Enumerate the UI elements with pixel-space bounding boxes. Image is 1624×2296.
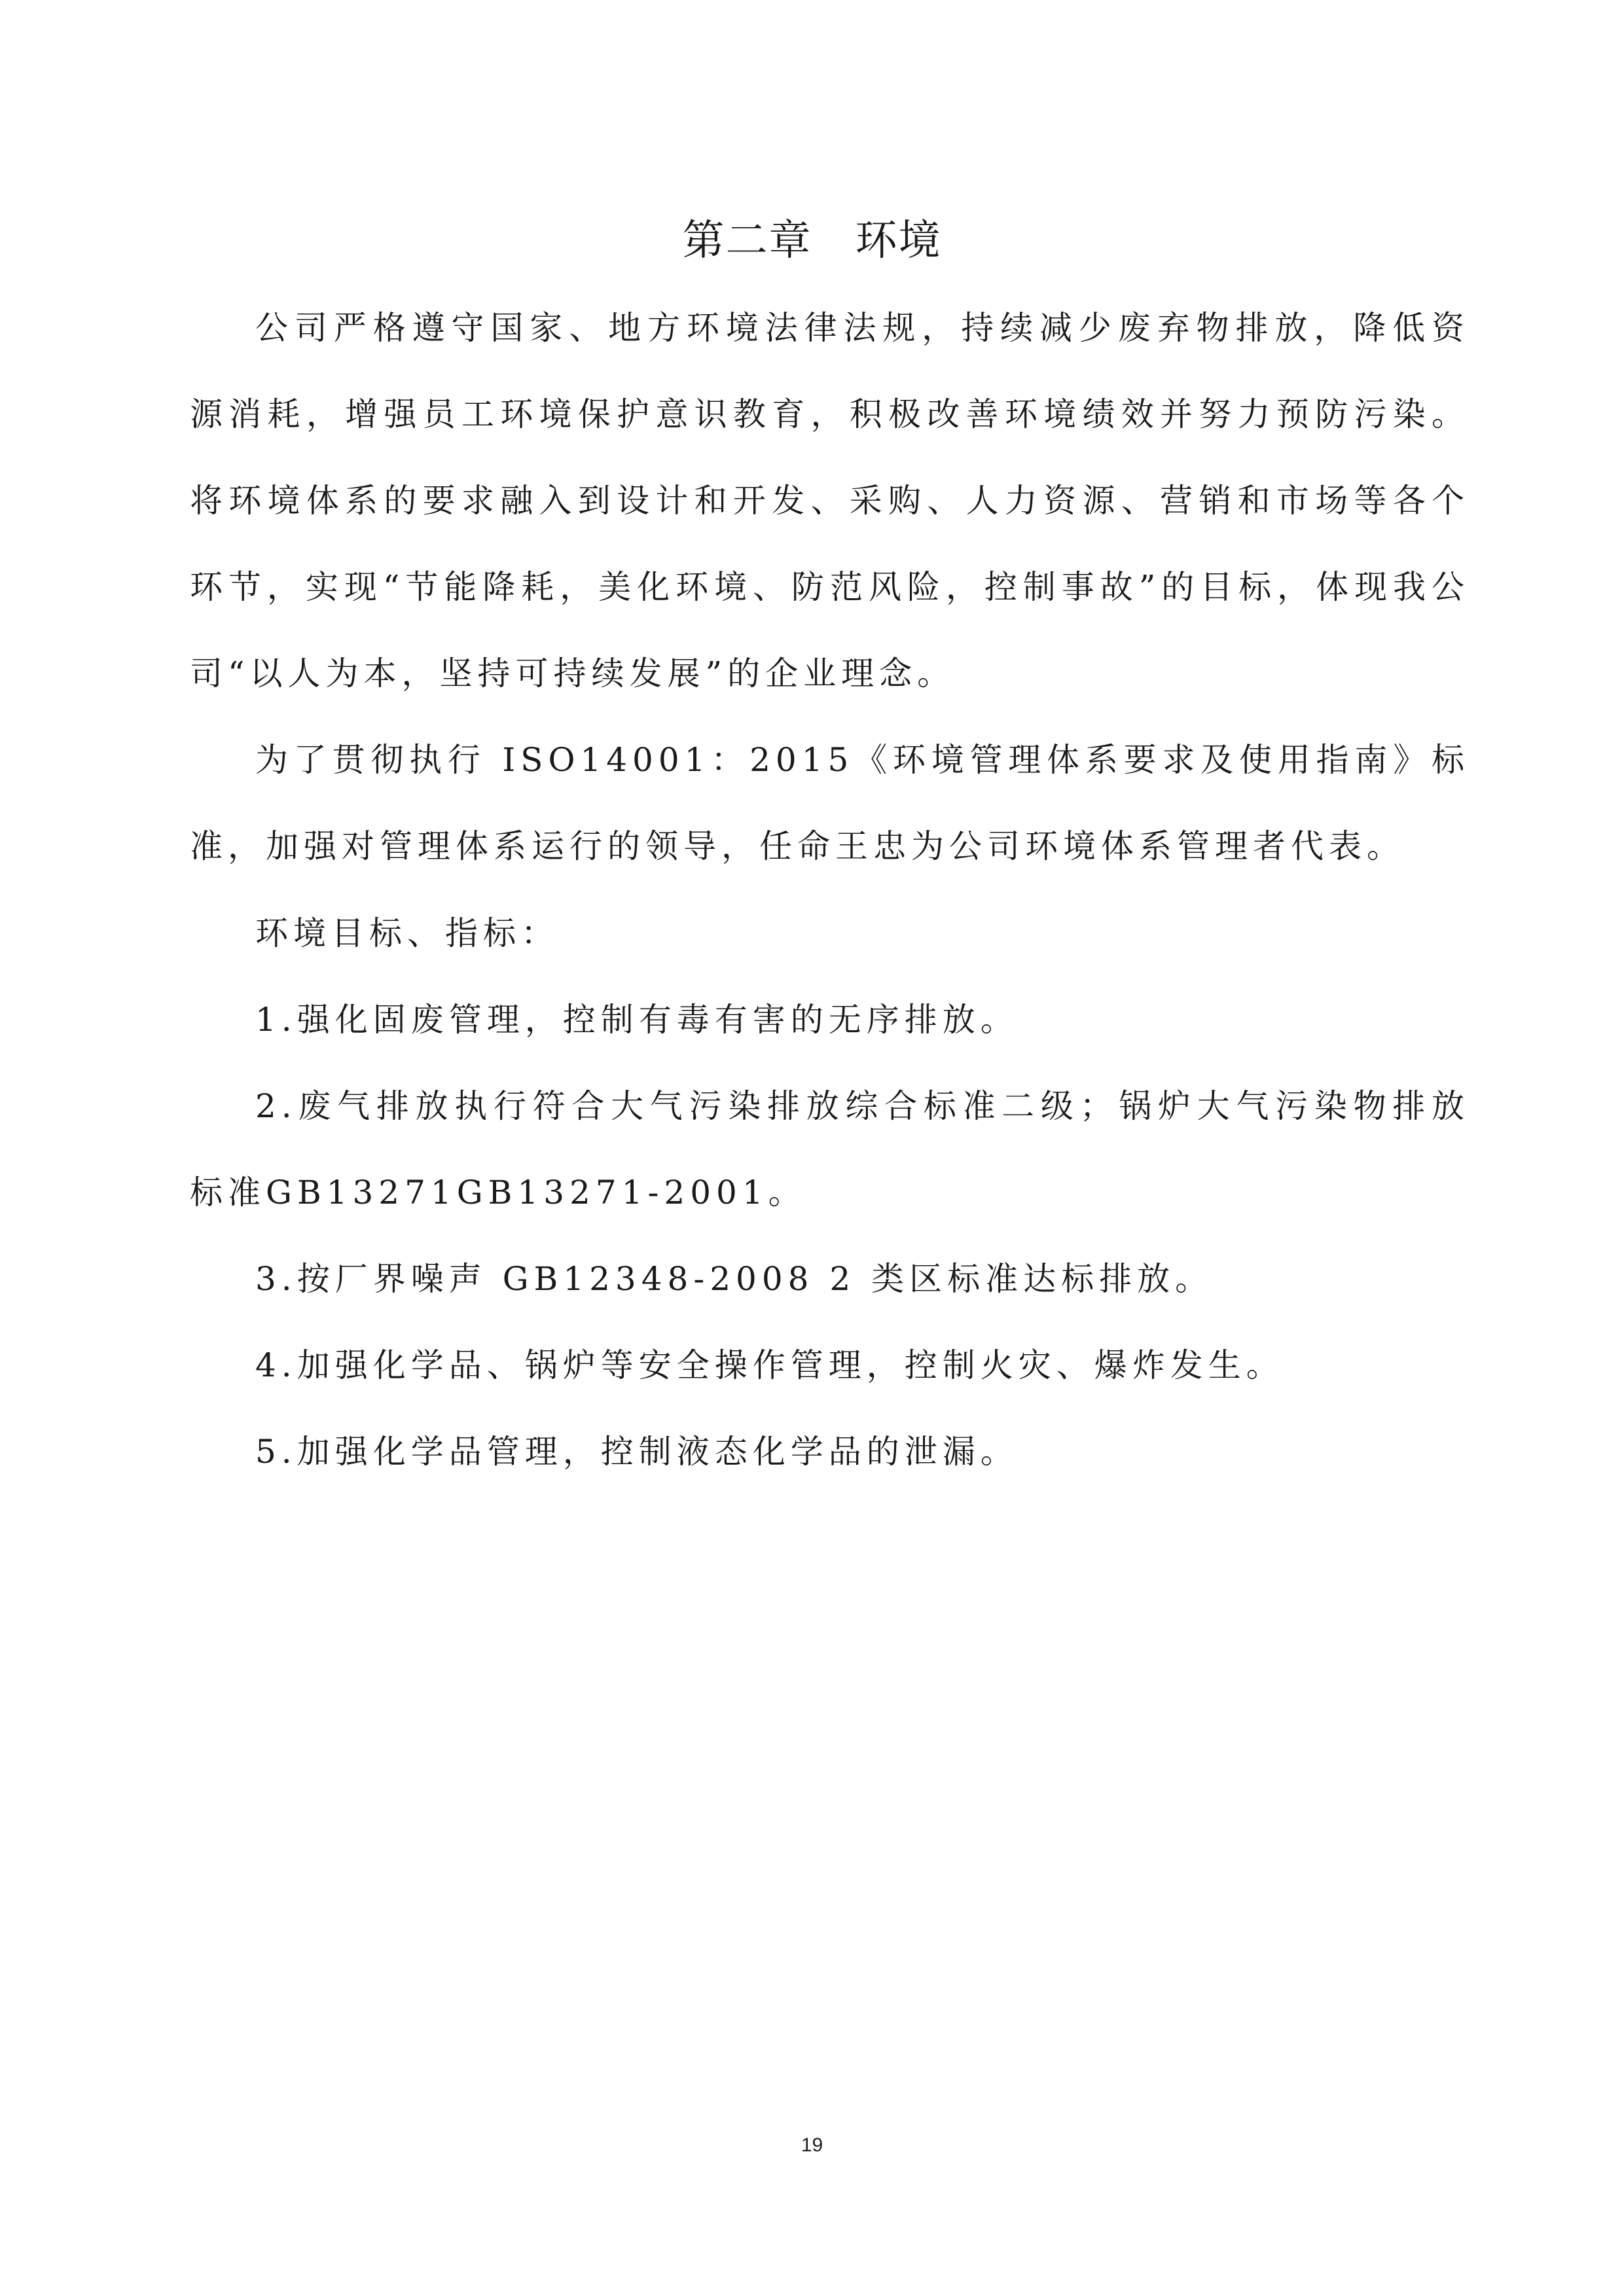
targets-heading: 环境目标、指标： — [255, 914, 559, 952]
chapter-title: 第二章 环境 — [682, 217, 942, 265]
target-item-5: 5.加强化学品管理，控制液态化学品的泄漏。 — [255, 1433, 1019, 1471]
iso-standard-paragraph: 为了贯彻执行 ISO14001：2015《环境管理体系要求及使用指南》标准，加强对管理体系运行的领导，任命王忠为公司环境体系管理者代表。 — [190, 741, 1470, 865]
page-number: 19 — [801, 2134, 823, 2156]
target-item-4: 4.加强化学品、锅炉等安全操作管理，控制火灾、爆炸发生。 — [255, 1346, 1284, 1384]
target-item-2: 2.废气排放执行符合大气污染排放综合标准二级；锅炉大气污染物排放标准GB13271GB13271-2001。 — [190, 1087, 1470, 1211]
intro-paragraph: 公司严格遵守国家、地方环境法律法规，持续减少废弃物排放，降低资源消耗，增强员工环境保护意识教育，积极改善环境绩效并努力预防污染。将环境体系的要求融入到设计和开发、采购、人力资源、营销和市场等各个环节，实现“节能降耗，美化环境、防范风险，控制事故”的目标，体现我公司“以人为本，坚持可持续发展”的企业理念。 — [190, 309, 1470, 692]
target-item-3: 3.按厂界噪声 GB12348-2008 2 类区标准达标排放。 — [255, 1260, 1214, 1298]
target-item-1: 1.强化固废管理，控制有毒有害的无序排放。 — [255, 1001, 1019, 1039]
